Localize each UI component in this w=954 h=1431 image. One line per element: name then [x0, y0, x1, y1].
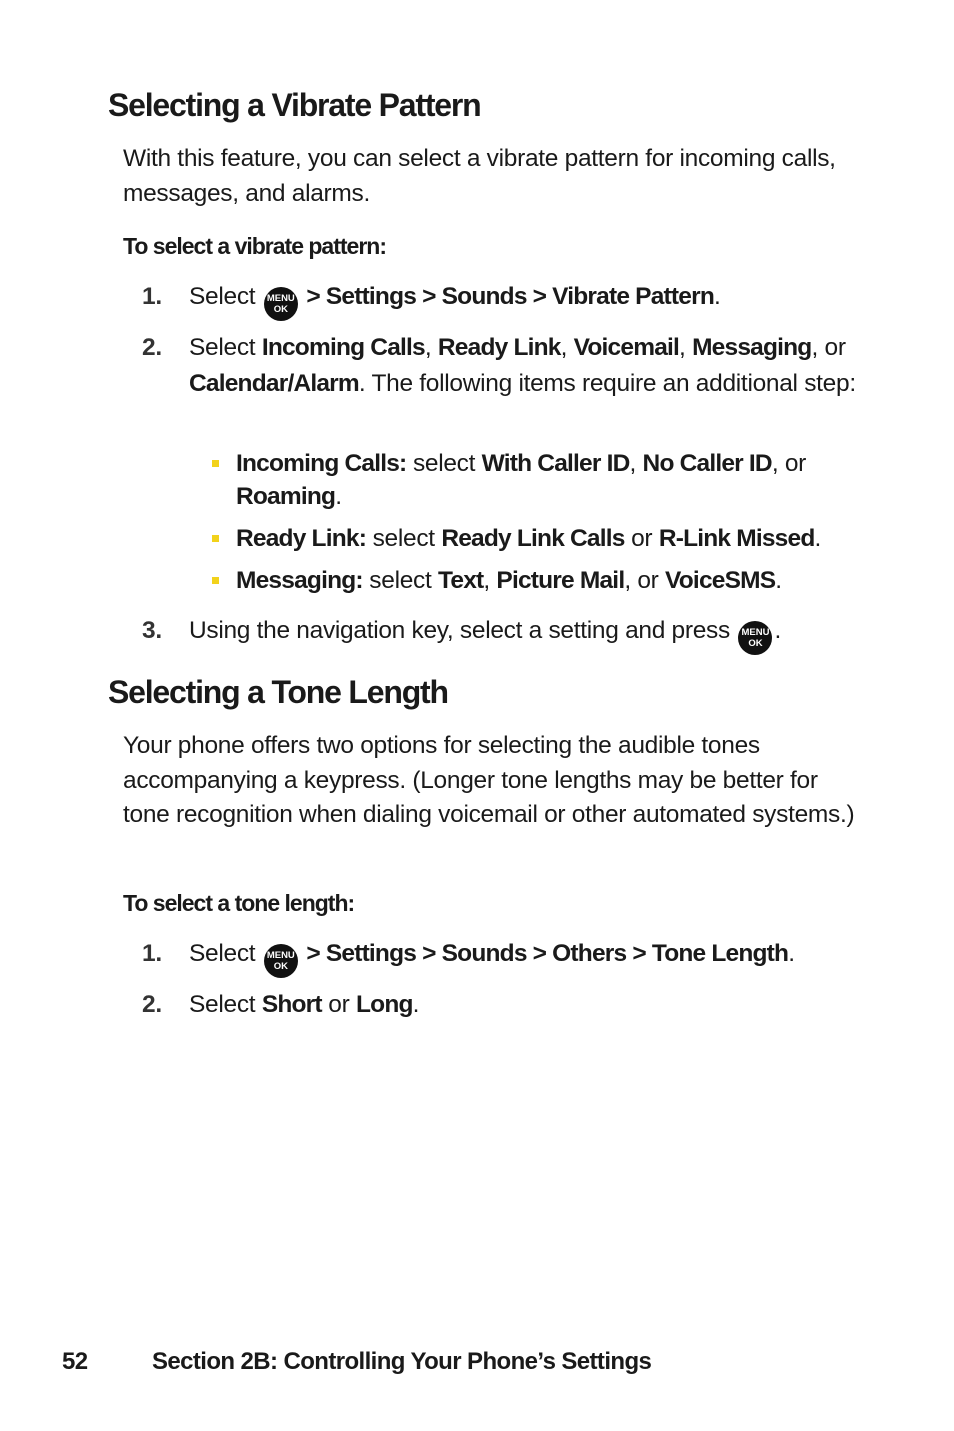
step-number: 2.: [142, 991, 162, 1018]
vibrate-step-1: 1. Select MENU OK > Settings > Sounds > Vibrate Pattern.: [142, 279, 862, 321]
bullet-incoming-calls: Incoming Calls: select With Caller ID, No Caller ID, or Roaming.: [212, 447, 852, 513]
bullet-square-icon: [212, 577, 219, 584]
footer-section-title: Section 2B: Controlling Your Phone’s Settings: [152, 1348, 652, 1375]
page-number: 52: [62, 1348, 88, 1375]
step-text: Select: [189, 283, 256, 310]
bullet-square-icon: [212, 535, 219, 542]
vibrate-subheading: To select a vibrate pattern:: [123, 233, 386, 259]
vibrate-intro: With this feature, you can select a vibrate pattern for incoming calls, messages, and alarms.: [123, 145, 836, 207]
tone-intro: Your phone offers two options for selecting the audible tones accompanying a keypress. (Longer tone lengths may be better for tone recognition when dialing voicemail or other automated systems.): [123, 732, 855, 828]
menu-path: > Settings > Sounds > Others > Tone Length: [306, 940, 789, 967]
tone-subheading: To select a tone length:: [123, 890, 355, 916]
section-title-tone-length: Selecting a Tone Length: [108, 674, 448, 710]
tone-step-1: 1. Select MENU OK > Settings > Sounds > Others > Tone Length.: [142, 936, 862, 978]
section-title-vibrate: Selecting a Vibrate Pattern: [108, 87, 481, 123]
menu-ok-icon: MENU OK: [264, 944, 298, 978]
vibrate-step-3: 3. Using the navigation key, select a setting and press MENU OK .: [142, 613, 862, 655]
step-number: 1.: [142, 283, 162, 310]
menu-path: > Settings > Sounds > Vibrate Pattern: [306, 283, 714, 310]
menu-ok-icon: MENU OK: [264, 287, 298, 321]
option-messaging: Messaging: [692, 334, 812, 361]
menu-ok-icon: MENU OK: [738, 621, 772, 655]
vibrate-step-2: 2. Select Incoming Calls, Ready Link, Voicemail, Messaging, or Calendar/Alarm. The following items require an additional step:: [142, 330, 862, 402]
tone-step-2: 2. Select Short or Long.: [142, 987, 862, 1023]
option-calendar-alarm: Calendar/Alarm: [189, 370, 359, 397]
option-voicemail: Voicemail: [573, 334, 680, 361]
step-number: 2.: [142, 334, 162, 361]
step-number: 1.: [142, 940, 162, 967]
option-ready-link: Ready Link: [437, 334, 561, 361]
bullet-messaging: Messaging: select Text, Picture Mail, or VoiceSMS.: [212, 564, 852, 597]
option-long: Long: [356, 991, 413, 1018]
option-short: Short: [261, 991, 322, 1018]
step-number: 3.: [142, 617, 162, 644]
option-incoming-calls: Incoming Calls: [261, 334, 425, 361]
bullet-square-icon: [212, 460, 219, 467]
bullet-ready-link: Ready Link: select Ready Link Calls or R-Link Missed.: [212, 522, 852, 555]
